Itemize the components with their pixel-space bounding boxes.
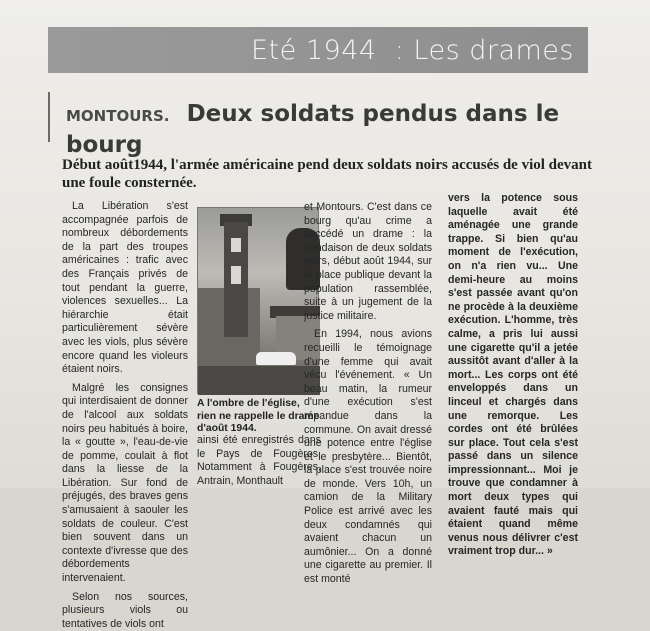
paragraph: et Montours. C'est dans ce bourg qu'au crime a succédé un drame : la pendaison de deux soldats noirs, début août 1944, sur la place publique devant la population rassemblée, suite à un jugement de la justice militaire. [304, 201, 432, 322]
headline-title: Deux soldats pendus dans le bourg [66, 101, 560, 158]
article-headline [66, 98, 586, 158]
article-column-4 [448, 192, 578, 559]
article-column-1 [62, 200, 188, 631]
paragraph: En 1994, nous avions recueilli le témoignage d'une femme qui avait vécu l'événement. « Un beau matin, la rumeur d'une exécution s'est répandue dans la commune. On avait dressé une potence entre l'église et le presbytère... Bientôt, la place s'est trouvée noire de monde. Vers 10h, un camion de la Military Police est arrivé avec les deux condamnés qui avaient chacun un aumônier... On a donné une cigarette au premier. Il est monté [304, 328, 432, 586]
paragraph: La Libération s'est accompagnée parfois de nombreux débordements de la part des troupes américaines : trafic avec des Français privés de tout pendant la guerre, violences sexuelles... La hiérarchie était particulièrement sévère avec les viols, plus sévère encore quand les violeurs étaient noirs. [62, 200, 188, 376]
headline-kicker: MONTOURS. [66, 107, 170, 125]
banner-title: Eté 1944 : Les drames [251, 34, 574, 66]
paragraph: Malgré les consignes qui interdisaient de donner de l'alcool aux soldats noirs peu habitués à boire, la « goutte », l'eau-de-vie de pomme, coulait à flot dans la liesse de la Libération. Sur fond de préjugés, des braves gens s'amusaient à saouler les soldats de couleur. C'est bien souvent dans un contexte d'ivresse que des débordements intervenaient. [62, 381, 188, 585]
photo-road [198, 366, 320, 395]
photo-car [256, 352, 296, 365]
article-column-3 [304, 201, 432, 587]
headline-rule [48, 92, 50, 142]
paragraph: ainsi été enregistrés dans le Pays de Fougères. Notamment à Fougères, Antrain, Monthault [197, 434, 321, 487]
photo-caption: A l'ombre de l'église, rien ne rappelle le drame d'août 1944. [197, 398, 320, 435]
article-column-2 [197, 434, 321, 488]
paragraph: vers la potence sous laquelle avait été aménagée une grande trappe. Si bien qu'au moment de l'exécution, on n'a rien vu... Une demi-heure au moins s'est passée avant qu'on ne procède à la deuxième exécution. L'homme, très calme, a pris lui aussi une cigarette qu'il a jetée aussitôt avant d'aller à la mort... Les corps ont été enveloppés dans un linceul et chargés dans une remorque. Les cordes ont été brûlées sur place. Tout cela s'est passé dans un silence impressionnant... Moi je trouve que condamner à mort deux types qui avaient fauté mais qui étaient quand même venus nous délivrer c'est vraiment trop dur... » [448, 192, 578, 558]
church-photo [197, 207, 319, 394]
section-banner [48, 27, 588, 73]
photo-window [231, 238, 241, 252]
article-lede: Début août1944, l'armée américaine pend deux soldats noirs accusés de viol devant une foule consternée. [62, 157, 592, 191]
photo-window [231, 266, 241, 284]
paragraph: Selon nos sources, plusieurs viols ou tentatives de viols ont [62, 590, 188, 630]
